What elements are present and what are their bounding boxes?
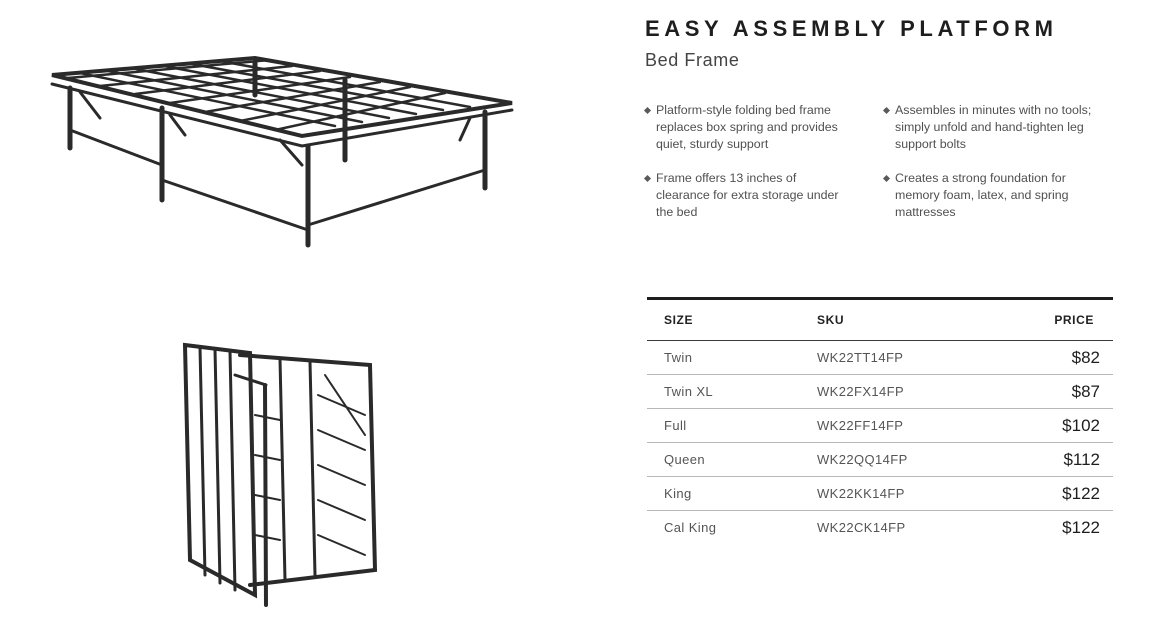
table-row <box>647 443 1113 477</box>
spec-table-header <box>647 300 1113 341</box>
table-row <box>647 477 1113 511</box>
header-price: PRICE <box>1054 313 1094 327</box>
bed-frame-open-image <box>40 40 530 255</box>
feature-item <box>884 170 1109 222</box>
feature-item <box>645 102 850 154</box>
header-sku: SKU <box>817 313 845 327</box>
feature-text: Platform-style folding bed frame replaces box spring and provides quiet, sturdy support <box>656 103 838 152</box>
row-sku: WK22KK14FP <box>817 486 905 501</box>
product-subtitle: Bed Frame <box>645 50 740 70</box>
row-size: King <box>664 486 692 501</box>
row-size: Full <box>664 418 687 433</box>
feature-item <box>645 170 850 222</box>
row-price: $102 <box>1062 415 1100 435</box>
row-size: Twin XL <box>664 384 714 399</box>
row-price: $112 <box>1063 449 1100 469</box>
bed-frame-open-icon <box>40 40 530 255</box>
bullet-icon <box>644 175 651 182</box>
table-row <box>647 341 1113 375</box>
feature-list-right <box>884 102 1109 237</box>
row-size: Queen <box>664 452 706 467</box>
spec-table <box>647 297 1113 544</box>
row-size: Cal King <box>664 520 717 535</box>
bullet-icon <box>883 107 890 114</box>
bullet-icon <box>883 175 890 182</box>
product-title: EASY ASSEMBLY PLATFORM <box>645 16 1058 41</box>
table-row <box>647 511 1113 544</box>
bed-frame-folded-icon <box>170 335 385 610</box>
row-price: $122 <box>1062 517 1100 537</box>
row-sku: WK22QQ14FP <box>817 452 908 467</box>
feature-text: Assembles in minutes with no tools; simply unfold and hand-tighten leg support bolts <box>895 103 1092 152</box>
header-size: SIZE <box>664 313 694 327</box>
row-price: $87 <box>1071 381 1100 401</box>
feature-list-left <box>645 102 850 237</box>
table-row <box>647 409 1113 443</box>
bullet-icon <box>644 107 651 114</box>
row-sku: WK22FF14FP <box>817 418 904 433</box>
row-size: Twin <box>664 350 693 365</box>
row-sku: WK22CK14FP <box>817 520 906 535</box>
table-row <box>647 375 1113 409</box>
feature-text: Creates a strong foundation for memory foam, latex, and spring mattresses <box>895 170 1069 220</box>
row-sku: WK22TT14FP <box>817 350 904 365</box>
feature-text: Frame offers 13 inches of clearance for extra storage under the bed <box>656 170 839 220</box>
feature-item <box>884 102 1109 154</box>
row-price: $122 <box>1062 483 1100 503</box>
row-sku: WK22FX14FP <box>817 384 905 399</box>
bed-frame-folded-image <box>170 335 385 610</box>
row-price: $82 <box>1071 347 1100 367</box>
